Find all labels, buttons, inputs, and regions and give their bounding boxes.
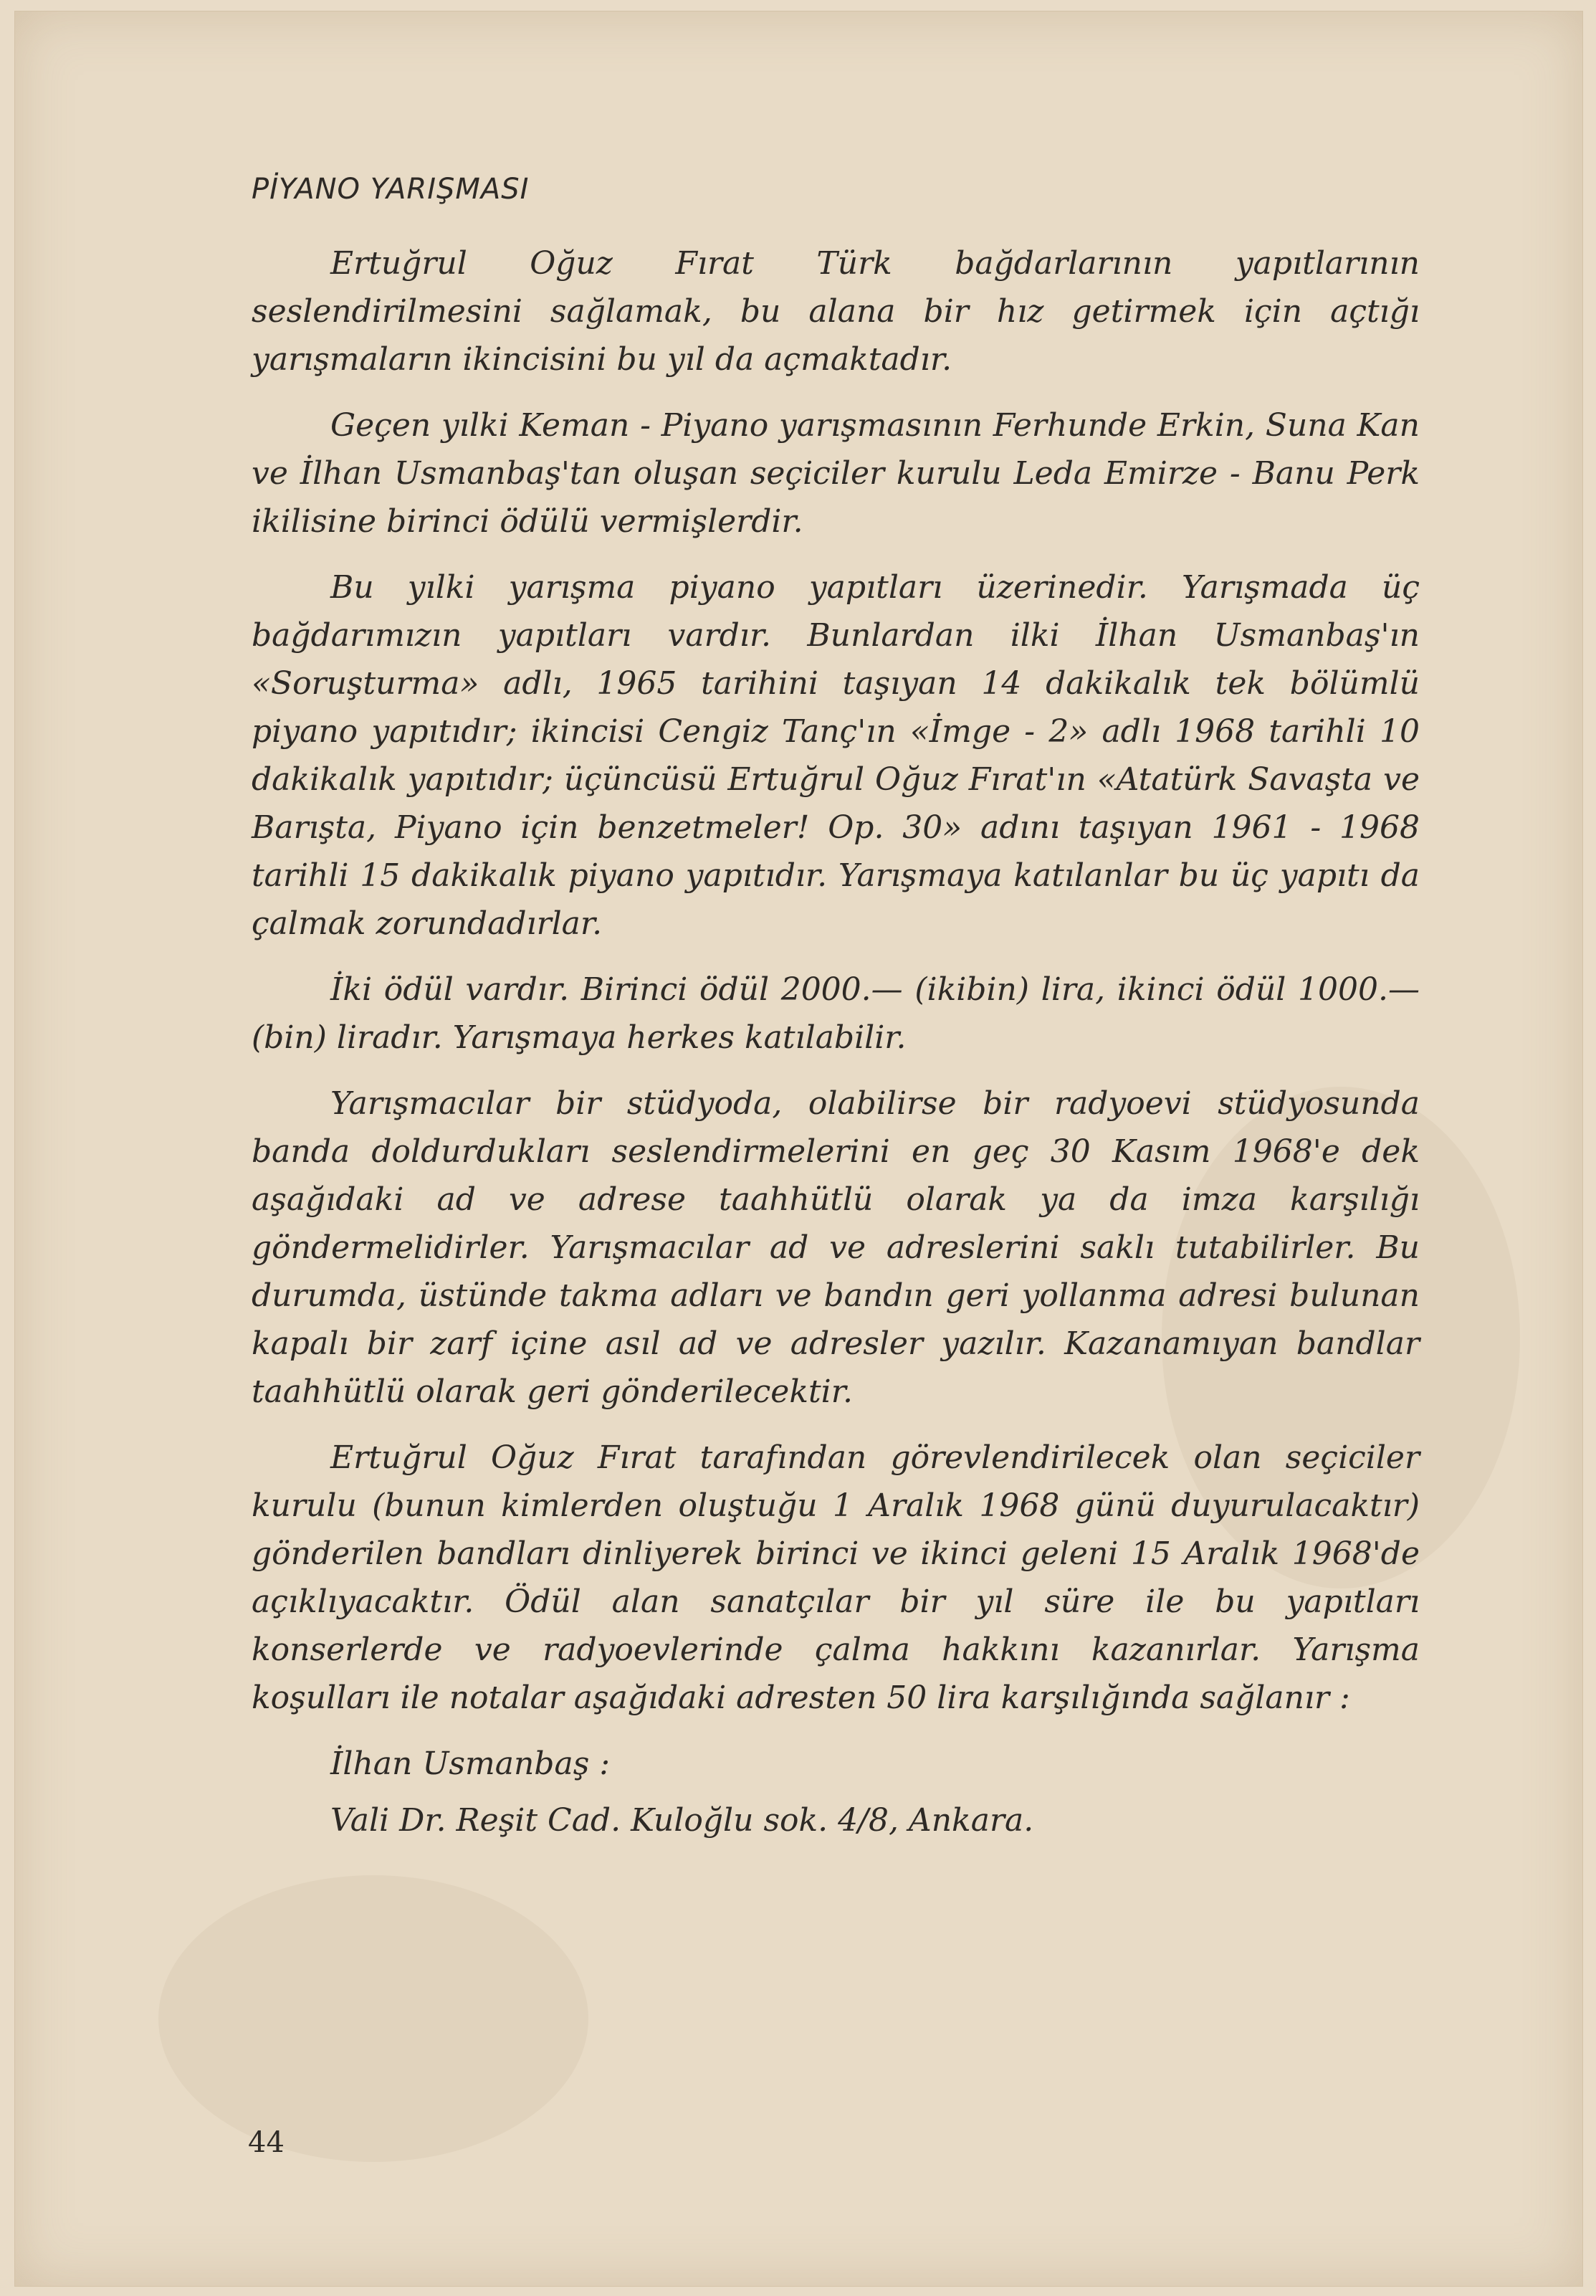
- page-number: 44: [248, 2126, 285, 2159]
- address-name: İlhan Usmanbaş :: [330, 1745, 611, 1782]
- paragraph-prizes: İki ödül vardır. Birinci ödül 2000.— (ikibin) lira, ikinci ödül 1000.— (bin) liradır. Yarışmaya herkes katılabilir.: [252, 971, 1420, 1056]
- article-body: [252, 239, 1420, 1853]
- address-line: Vali Dr. Reşit Cad. Kuloğlu sok. 4/8, Ankara.: [330, 1802, 1034, 1839]
- document-page: [14, 11, 1583, 2287]
- paragraph-submission: Yarışmacılar bir stüdyoda, olabilirse bir radyoevi stüdyosunda banda doldurdukları seslendirmelerini en geç 30 Kasım 1968'e dek aşağıdaki ad ve adrese taahhütlü olarak ya da imza karşılığı göndermelidirler. Yarışmacılar ad ve adreslerini saklı tutabilirler. Bu durumda, üstünde takma adları ve bandın geri yollanma adresi bulunan kapalı bir zarf içine asıl ad ve adresler yazılır. Kazanamıyan bandlar taahhütlü olarak geri gönderilecektir.: [252, 1085, 1420, 1410]
- page-heading: PİYANO YARIŞMASI: [252, 173, 530, 206]
- paragraph-works: Bu yılki yarışma piyano yapıtları üzerinedir. Yarışmada üç bağdarımızın yapıtları vardır. Bunlardan ilki İlhan Usmanbaş'ın «Soruşturma» adlı, 1965 tarihini taşıyan 14 dakikalık tek bölümlü piyano yapıtıdır; ikincisi Cengiz Tanç'ın «İmge - 2» adlı 1968 tarihli 10 dakikalık yapıtıdır; üçüncüsü Ertuğrul Oğuz Fırat'ın «Atatürk Savaşta ve Barışta, Piyano için benzetmeler! Op. 30» adını taşıyan 1961 - 1968 tarihli 15 dakikalık piyano yapıtıdır. Yarışmaya katılanlar bu üç yapıtı da çalmak zorundadırlar.: [252, 569, 1420, 942]
- paper-stain: [158, 1875, 588, 2162]
- paragraph-jury: Ertuğrul Oğuz Fırat tarafından görevlendirilecek olan seçiciler kurulu (bunun kimlerden oluştuğu 1 Aralık 1968 günü duyurulacaktır) gönderilen bandları dinliyerek birinci ve ikinci geleni 15 Aralık 1968'de açıklıyacaktır. Ödül alan sanatçılar bir yıl süre ile bu yapıtları konserlerde ve radyoevlerinde çalma hakkını kazanırlar. Yarışma koşulları ile notalar aşağıdaki adresten 50 lira karşılığında sağlanır :: [252, 1439, 1420, 1716]
- paragraph-intro: Ertuğrul Oğuz Fırat Türk bağdarlarının yapıtlarının seslendirilmesini sağlamak, bu alana bir hız getirmek için açtığı yarışmaların ikincisini bu yıl da açmaktadır.: [252, 245, 1420, 378]
- paragraph-last-year: Geçen yılki Keman - Piyano yarışmasının Ferhunde Erkin, Suna Kan ve İlhan Usmanbaş'tan oluşan seçiciler kurulu Leda Emirze - Banu Perk ikilisine birinci ödülü vermişlerdir.: [252, 407, 1420, 540]
